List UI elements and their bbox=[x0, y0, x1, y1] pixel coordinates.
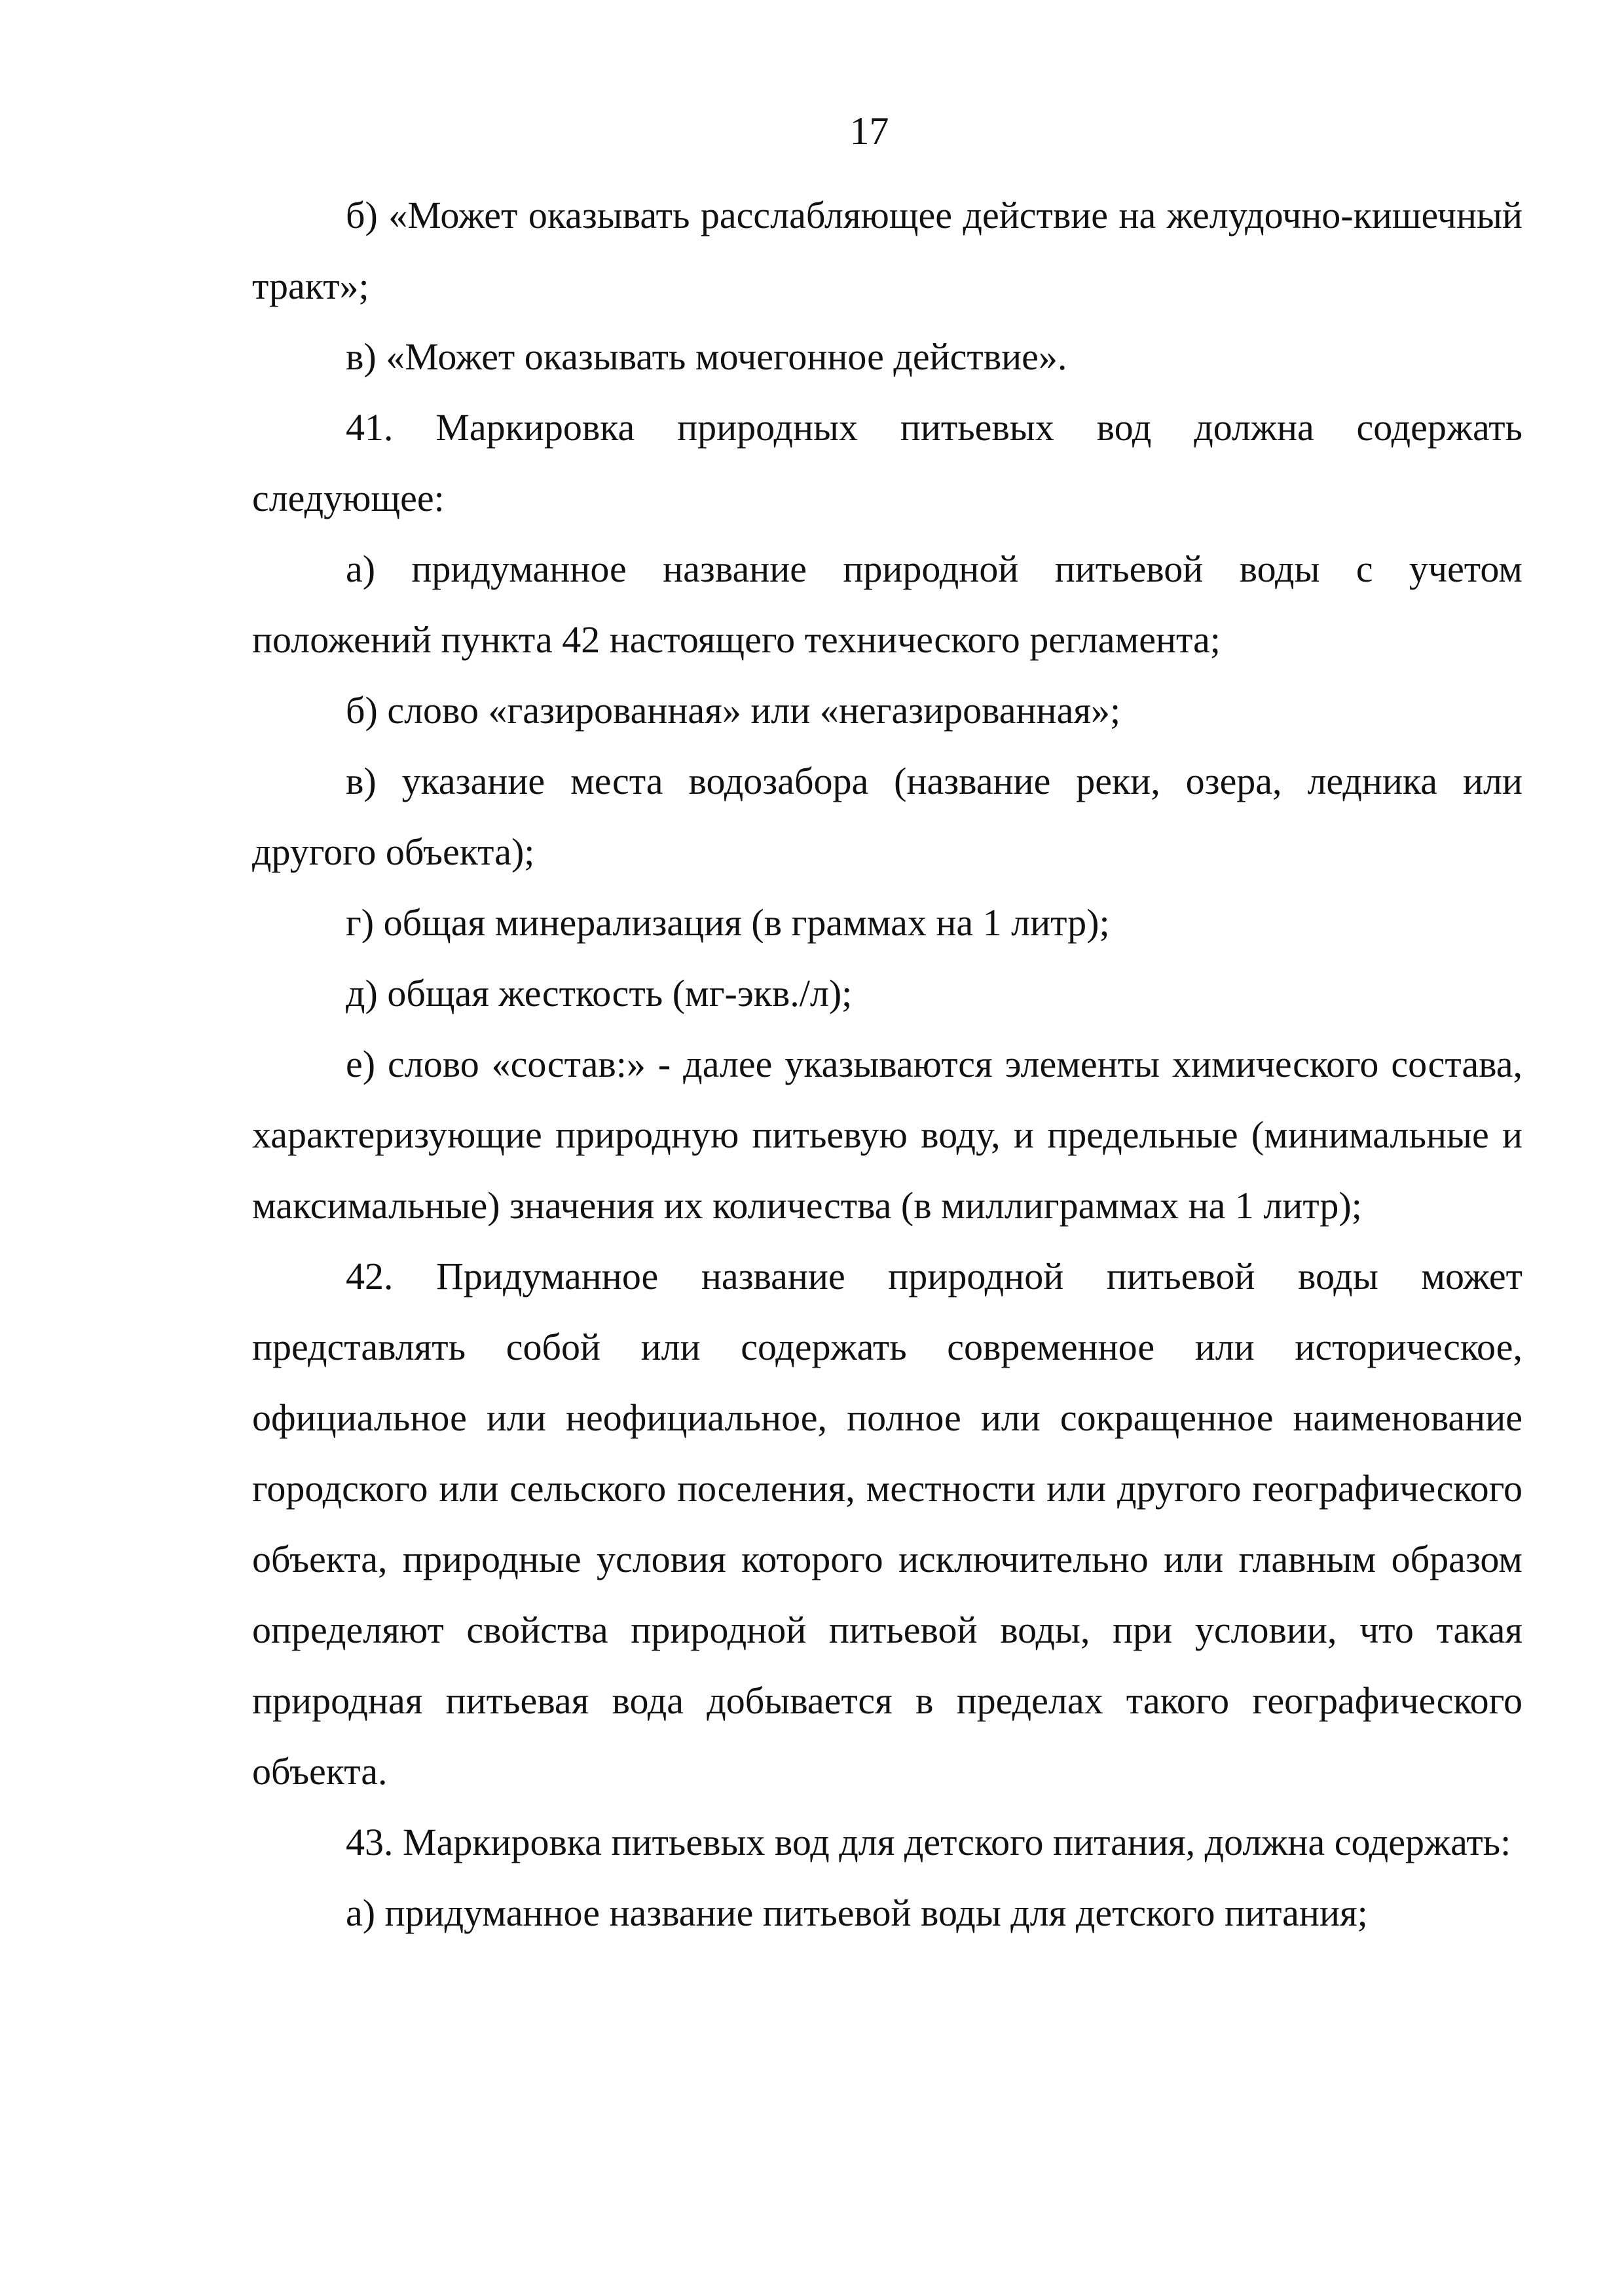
paragraph-43a: а) придуманное название питьевой воды для детского питания; bbox=[346, 1892, 1368, 1934]
paragraph-43: 43. Маркировка питьевых вод для детского питания, должна содержать: bbox=[346, 1821, 1511, 1863]
paragraph-41v: в) указание места водозабора (название реки, озера, ледника или другого объекта); bbox=[252, 760, 1522, 873]
paragraph-40b: б) «Может оказывать расслабляющее действие на желудочно-кишечный тракт»; bbox=[252, 194, 1522, 307]
paragraph-41b: б) слово «газированная» или «негазированная»; bbox=[346, 689, 1121, 732]
paragraph-41a: а) придуманное название природной питьевой воды с учетом положений пункта 42 настоящего технического регламента; bbox=[252, 548, 1522, 661]
paragraph-40v: в) «Может оказывать мочегонное действие». bbox=[346, 335, 1067, 378]
document-body bbox=[252, 180, 1522, 1949]
paragraph-42: 42. Придуманное название природной питьевой воды может представлять собой или содержать современное или историческое, официальное или неофициальное, полное или сокращенное наименование городского или сельского поселения, местности или другого географического объекта, природные условия которого исключительно или главным образом определяют свойства природной питьевой воды, при условии, что такая природная питьевая вода добывается в пределах такого географического объекта. bbox=[252, 1255, 1522, 1793]
paragraph-41g: г) общая минерализация (в граммах на 1 литр); bbox=[346, 901, 1110, 944]
page-number: 17 bbox=[849, 109, 889, 153]
paragraph-41: 41. Маркировка природных питьевых вод должна содержать следующее: bbox=[252, 406, 1522, 519]
paragraph-41e: е) слово «состав:» - далее указываются элементы химического состава, характеризующие природную питьевую воду, и предельные (минимальные и максимальные) значения их количества (в миллиграммах на 1 литр); bbox=[252, 1043, 1522, 1227]
paragraph-41d: д) общая жесткость (мг-экв./л); bbox=[346, 972, 853, 1015]
